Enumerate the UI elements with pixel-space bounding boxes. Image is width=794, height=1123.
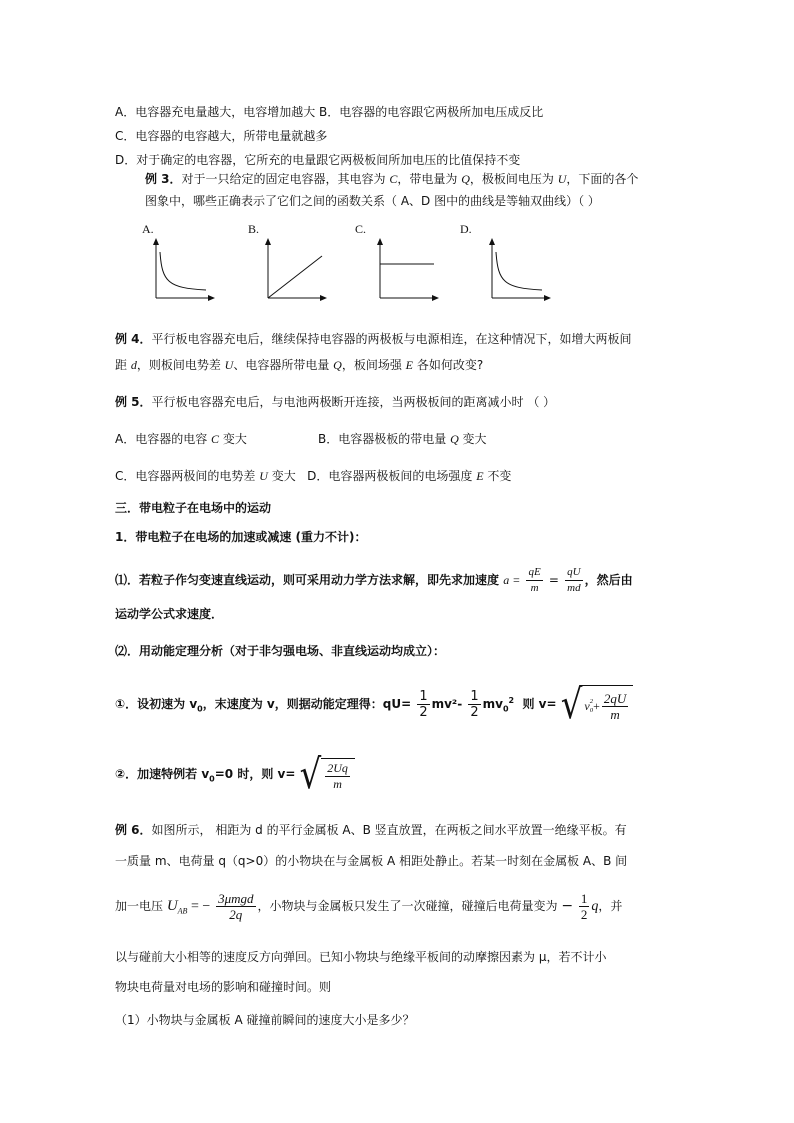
graph-c [372,236,442,304]
example-5-option-b [318,431,487,447]
graph-d-y-arrow [489,238,495,245]
var-u: U [557,172,567,186]
example-6-line5: 物块电荷量对电场的影响和碰撞时间。则 [115,980,332,994]
graph-b-line [268,256,322,298]
graph-d [484,236,554,304]
v0: v [584,699,590,713]
example-4-text: 距 [115,358,131,372]
var-u-ab: U [166,898,178,914]
sqrt-expression [560,680,634,729]
var-e: E [476,469,484,483]
example-6-line4: 以与碰前大小相等的速度反方向弹回。已知小物块与绝缘平板间的动摩擦因素为 μ，若不计小 [115,950,607,964]
equals-sign: = [548,573,559,587]
var-q: Q [450,432,459,446]
graph-d-hyperbola [496,252,542,290]
example-4-label: 例 4． [115,332,152,346]
subscript: 0 [502,704,509,714]
case-2-text: ②．加速特例若 v [115,767,210,781]
example-4-line1 [115,331,632,347]
sqrt-icon: √ [560,680,583,729]
case-1-line [115,680,633,729]
minus-sign: − [561,898,574,914]
subscript: 0 [197,704,203,714]
example-3-text: ，极板间电压为 [469,172,558,186]
numerator: qE [526,565,542,581]
example-4-text: 、电容器所带电量 [233,358,334,372]
denominator: m [530,582,539,594]
example-6-question-1: （1）小物块与金属板 A 碰撞前瞬间的速度大小是多少？ [115,1013,415,1027]
graph-label-a: A. [142,222,154,236]
var-c: C [211,432,220,446]
graph-b [260,236,330,304]
example-6-text: 加一电压 [115,899,167,913]
sqrt-icon: √ [299,750,322,799]
var-e: E [405,358,413,372]
case-1-text: ，末速度为 v，则据动能定理得：qU= [202,697,412,711]
denominator: 2q [229,907,243,922]
example-3-label: 例 3． [145,172,182,186]
graph-b-x-arrow [320,295,327,301]
option-a-text: A．电容器充电量越大，电容增加越大 B．电容器的电容跟它两极所加电压成反比 [115,105,544,119]
graph-d-x-arrow [544,295,551,301]
denominator: m [333,776,342,791]
example-5-option-c-d [115,468,511,484]
graph-a [148,236,218,304]
option-text: 变大 [458,432,487,446]
superscript: 2 [508,696,515,705]
denominator: 2 [419,705,428,720]
subscript: AB [177,906,188,916]
option-c-text: C．电容器的电容越大，所带电量就越多 [115,129,328,143]
example-3-text: ，带电量为 [397,172,462,186]
section-3-subtitle-1: 1．带电粒子在电场的加速或减速 (重力不计)： [115,530,367,544]
fraction-3umgd-2q [216,891,255,922]
example-6-text: ，小物块与金属板只发生了一次碰撞，碰撞后电荷量变为 [257,899,562,913]
denominator: 2 [470,705,479,720]
example-5-line1 [115,394,555,410]
var-q: q [591,899,599,914]
graph-label-b: B. [248,222,260,236]
graph-a-hyperbola [160,252,206,290]
method-1-text: ，然后由 [584,573,633,587]
graph-a-x-arrow [208,295,215,301]
numerator: 2Uq [327,760,348,775]
numerator: 3μmgd [218,891,254,906]
example-4-text: 各如何改变? [413,358,484,372]
numerator: 1 [470,689,479,704]
example-3-text: 对于一只给定的固定电容器，其电容为 [181,172,390,186]
example-5-text: 平行板电容器充电后，与电池两极断开连接，当两极板间的距离减小时 （ ） [151,395,556,409]
example-4-line2 [115,357,483,373]
fraction-qu-md [565,565,582,596]
mv-squared: mv²- [431,697,463,711]
graph-c-y-arrow [377,238,383,245]
section-3-title: 三．带电粒子在电场中的运动 [115,501,272,515]
case-1-text: ①．设初速为 v [115,697,198,711]
var-u: U [259,469,268,483]
var-u: U [224,358,234,372]
superscript: 2 [589,698,594,705]
case-1-text: 则 v= [522,697,557,711]
graph-label-d: D. [460,222,472,236]
formula-a: a = [503,573,521,587]
graph-b-y-arrow [265,238,271,245]
graph-label-c: C. [355,222,367,236]
numerator: 2qU [603,690,627,706]
option-text: C．电容器两极间的电势差 [115,469,260,483]
option-text: D．电容器两极板间的电场强度 [307,469,477,483]
var-d: d [130,358,137,372]
radicand [582,685,633,724]
fraction-half [468,689,480,720]
example-6-text: ，并 [598,899,623,913]
fraction-qe-m [526,565,542,596]
option-text: 变大 [267,469,296,483]
var-q: Q [333,358,342,372]
example-4-text: ，则板间电势差 [136,358,225,372]
method-1-line2: 运动学公式求速度． [115,607,224,621]
sqrt-expression [299,750,355,799]
graph-a-y-arrow [153,238,159,245]
equals-minus: = − [187,899,211,914]
var-c: C [389,172,398,186]
option-text: A．电容器的电容 [115,432,212,446]
case-2-line [115,750,355,799]
example-5-label: 例 5． [115,395,152,409]
example-6-label: 例 6． [115,823,152,837]
example-4-text: 平行板电容器充电后，继续保持电容器的两极板与电源相连，在这种情况下，如增大两板间 [151,332,632,346]
method-1-line1 [115,565,633,596]
example-3-line1 [145,171,638,187]
graph-c-x-arrow [432,295,439,301]
mv0-squared: mv [482,697,503,711]
example-5-option-a [115,431,247,447]
method-2-title: ⑵．用动能定理分析（对于非匀强电场、非直线运动均成立）： [115,644,446,658]
option-text: B．电容器极板的带电量 [318,432,451,446]
numerator: 1 [419,689,428,704]
example-4-text: ，板间场强 [341,358,406,372]
fraction-half [417,689,429,720]
example-6-text: 如图所示， 相距为 d 的平行金属板 A、B 竖直放置，在两板之间水平放置一绝缘平板。有 [151,823,627,837]
subscript: 0 [589,707,594,714]
var-q: Q [461,172,470,186]
denominator: md [567,582,581,594]
case-2-text: =0 时，则 v= [214,767,296,781]
numerator: 1 [580,891,588,906]
option-text: 变大 [219,432,247,446]
fraction-2qu-m [602,691,628,722]
denominator: m [610,706,620,722]
example-6-line2: 一质量 m、电荷量 q（q>0）的小物块在与金属板 A 相距处静止。若某一时刻在金属板 A、B 间 [115,854,628,868]
example-3-text: ，下面的各个 [566,172,639,186]
option-text: 不变 [483,469,512,483]
method-1-text: ⑴．若粒子作匀变速直线运动，则可采用动力学方法求解，即先求加速度 [115,573,504,587]
plus-sign: + [593,699,600,713]
example-6-line3 [115,888,622,929]
example-6-line1 [115,822,627,838]
denominator: 2 [580,907,588,922]
example-3-line2: 图象中，哪些正确表示了它们之间的函数关系（ A、D 图中的曲线是等轴双曲线）（ ） [145,194,600,208]
fraction-2uq-m [325,761,350,792]
subscript: 0 [209,774,215,784]
radicand [321,758,355,792]
numerator: qU [565,565,582,581]
fraction-neg-half [579,891,590,922]
option-d-text: D．对于确定的电容器，它所充的电量跟它两极板间所加电压的比值保持不变 [115,153,521,167]
